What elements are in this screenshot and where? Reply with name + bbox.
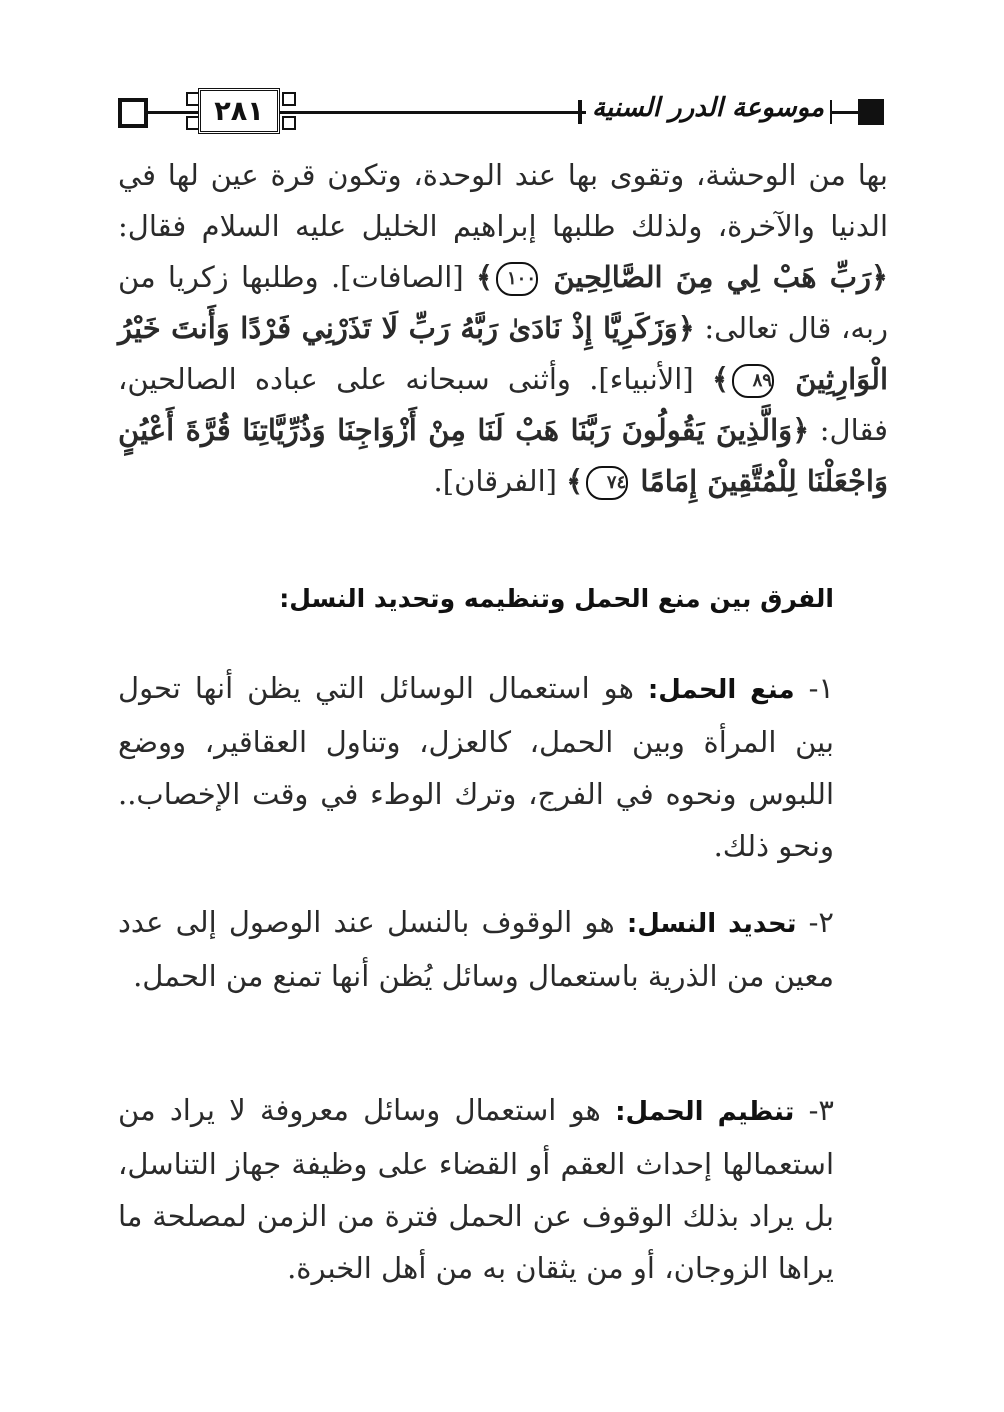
quran-quote-3: وَالَّذِينَ يَقُولُونَ رَبَّنَا هَبْ لَنَا مِنْ أَزْوَاجِنَا وَذُرِّيَّاتِنَا قُرَّةَ أَعْيُنٍ وَاجْعَلْنَا لِلْمُتَّقِينَ إِمَامًا: [118, 413, 888, 498]
item-text: هو الوقوف بالنسل عند الوصول إلى عدد معين من الذرية باستعمال وسائل يُظن أنها تمنع من الحمل.: [118, 905, 834, 993]
header-tick-middle: [578, 100, 582, 124]
item-text: هو استعمال وسائل معروفة لا يراد من استعمالها إحداث العقم أو القضاء على وظيفة جهاز التناسل، بل يراد بذلك الوقوف عن الحمل فترة من الزمن لمصلحة ما يراها الزوجان، أو من يثقان به من أهل الخبرة.: [118, 1093, 834, 1285]
intro-text-3: وأثنى سبحانه على عباده الصالحين، فقال:: [118, 362, 888, 447]
quran-quote-2: وَزَكَرِيَّا إِذْ نَادَىٰ رَبَّهُ رَبِّ لَا تَذَرْنِي فَرْدًا وَأَنتَ خَيْرُ الْوَارِثِينَ: [118, 311, 889, 396]
item-number: ٣-: [808, 1093, 834, 1127]
aya-number-3: ٧٤: [586, 466, 628, 500]
item-term: منع الحمل:: [647, 675, 795, 705]
item-term: تنظيم الحمل:: [615, 1097, 795, 1127]
quran-open-bracket: ﴿: [677, 311, 695, 345]
list-item: [118, 662, 834, 872]
ornament-right: [280, 88, 296, 134]
surah-ref-1: [الصافات].: [330, 260, 464, 294]
page-number: ٢٨١: [198, 88, 280, 134]
surah-ref-2: [الأنبياء].: [589, 362, 694, 396]
quran-close-bracket: ﴾: [476, 260, 493, 294]
intro-paragraph: [118, 150, 888, 507]
intro-text-2: وطلبها زكريا من ربه، قال تعالى:: [118, 260, 888, 345]
intro-text-1: بها من الوحشة، وتقوى بها عند الوحدة، وتكون قرة عين لها في الدنيا والآخرة، ولذلك طلبها إبراهيم الخليل عليه السلام فقال:: [118, 158, 888, 243]
header-square-right: [858, 99, 884, 125]
surah-ref-3: [الفرقان].: [433, 464, 557, 498]
quran-quote-1: رَبِّ هَبْ لِي مِنَ الصَّالِحِينَ: [553, 260, 872, 294]
list-item: [118, 1084, 834, 1294]
aya-number-2: ٨٩: [732, 364, 774, 398]
quran-open-bracket: ﴿: [792, 413, 810, 447]
list-item: [118, 896, 834, 1002]
header-tick-left: [144, 100, 148, 124]
quran-close-bracket: ﴾: [566, 464, 584, 498]
item-number: ٢-: [808, 905, 834, 939]
book-title: موسوعة الدرر السنية: [586, 82, 830, 134]
section-title: الفرق بين منع الحمل وتنظيمه وتحديد النسل:: [279, 584, 834, 613]
quran-open-bracket: ﴿: [871, 260, 889, 294]
header-rule-right: [836, 111, 860, 114]
quran-close-bracket: ﴾: [711, 362, 729, 396]
item-term: تحديد النسل:: [626, 909, 797, 939]
aya-number-1: ١٠٠: [496, 262, 538, 296]
item-text: هو استعمال الوسائل التي يظن أنها تحول بين المرأة وبين الحمل، كالعزل، وتناول العقاقير، ووضع اللبوس ونحوه في الفرج، وترك الوطء في وقت الإخصاب.. ونحو ذلك.: [118, 671, 834, 863]
page-header: [112, 82, 890, 142]
item-number: ١-: [808, 671, 834, 705]
